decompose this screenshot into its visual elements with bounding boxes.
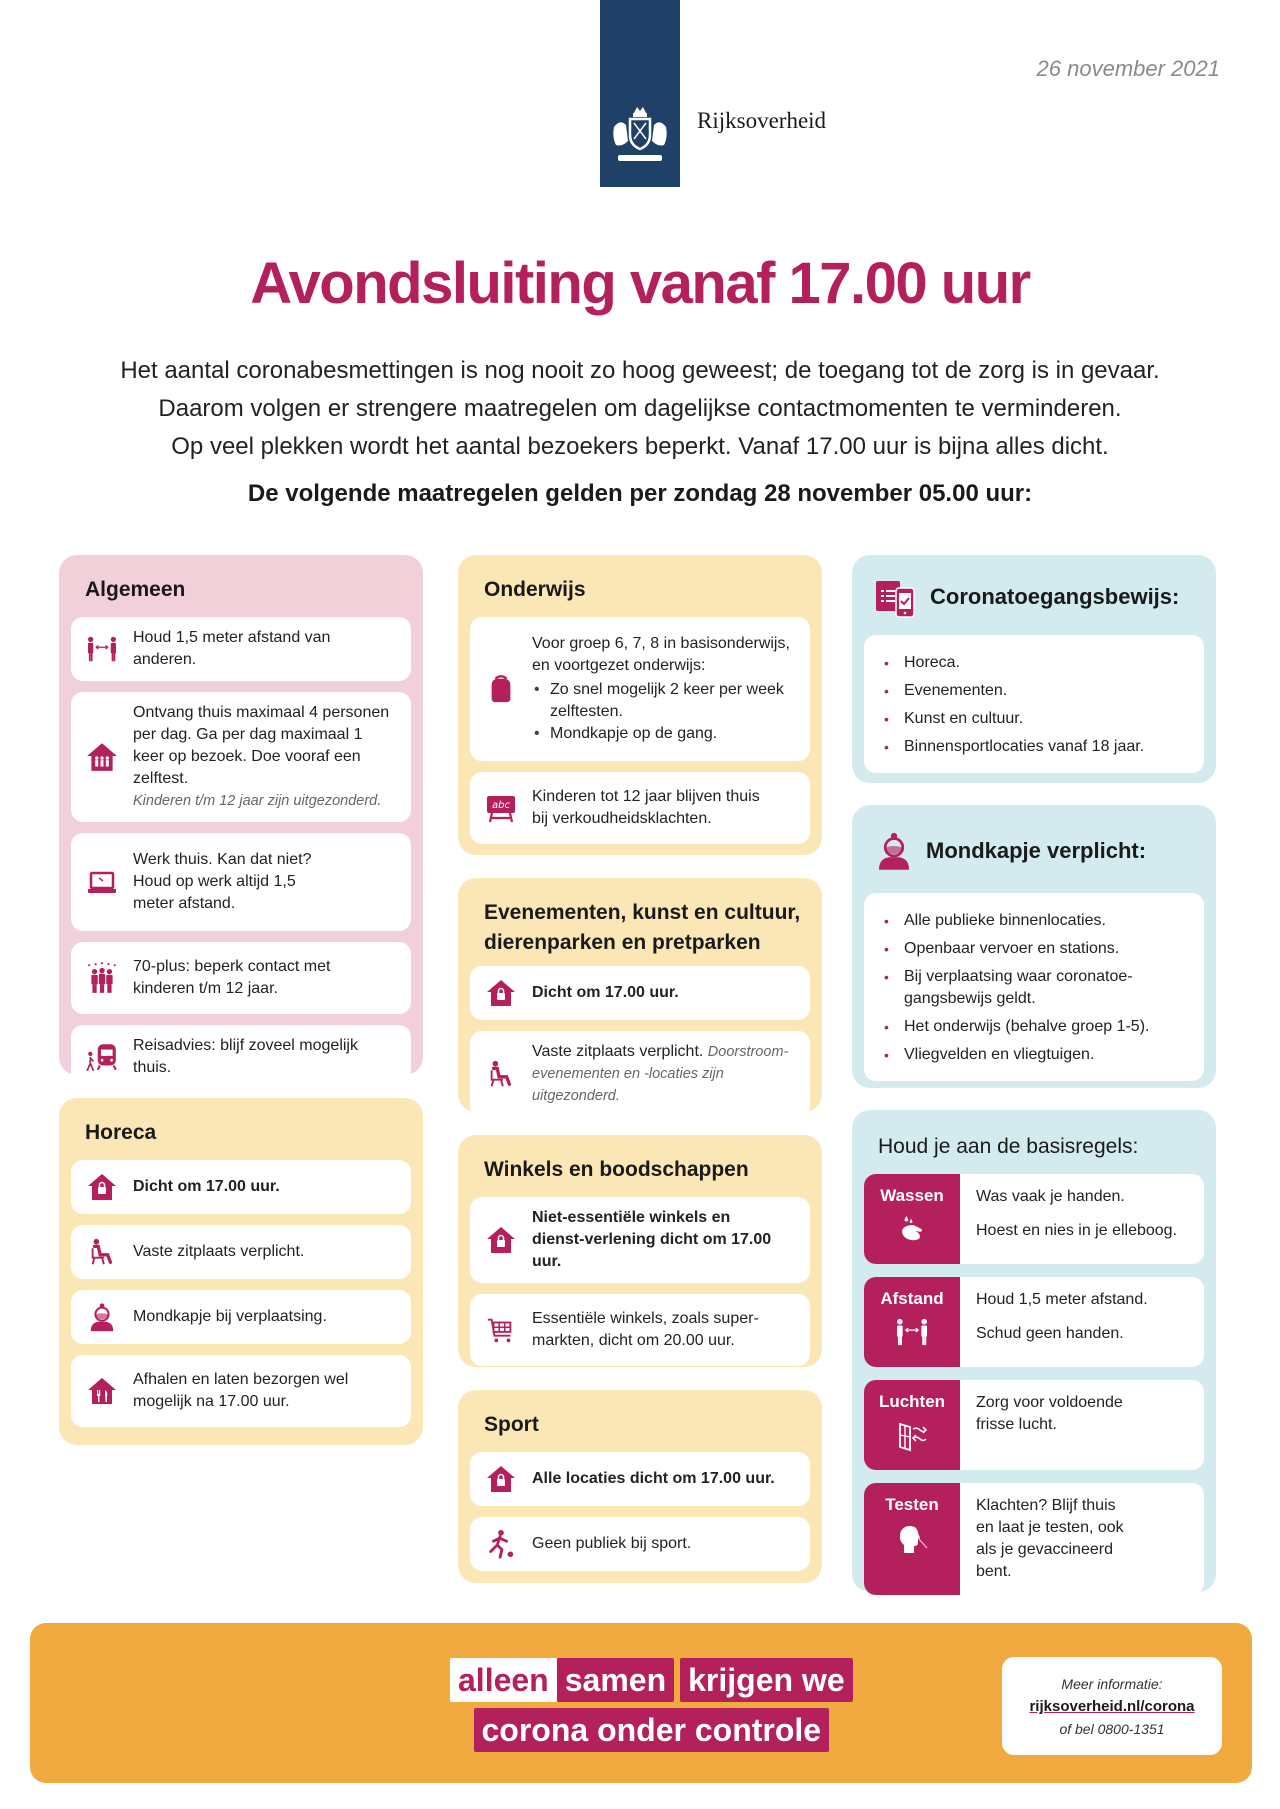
campaign-slogan: [450, 1658, 853, 1758]
panel-title: Houd je aan de basisregels:: [878, 1135, 1139, 1158]
list-item: • Alle publieke binnenlocaties.: [882, 907, 1188, 935]
bullet-item: • Mondkapje op de gang.: [532, 723, 796, 745]
measures-subheading: De volgende maatregelen gelden per zondag 28 november 05.00 uur:: [247, 480, 1033, 507]
measure-text: Afhalen en laten bezorgen wel mogelijk na 17.00 uur.: [133, 1371, 349, 1410]
rule-label: Luchten: [878, 1392, 946, 1411]
measure-text: 70-plus: beperk contact met kinderen t/m 12 jaar.: [133, 958, 331, 997]
publication-date: 26 november 2021: [1036, 56, 1220, 81]
seat-icon: [83, 1237, 121, 1267]
rule-wassen: [864, 1174, 1204, 1264]
house-lock-icon: [482, 1463, 520, 1495]
panel-title: Coronatoegangsbewijs:: [930, 584, 1180, 609]
panel-title: Mondkapje verplicht:: [926, 838, 1147, 863]
mondkapje-list: [864, 893, 1204, 1081]
measure-card: [71, 1290, 411, 1344]
measure-card: [71, 1025, 411, 1089]
list-item: • Binnensportlocaties vanaf 18 jaar.: [882, 733, 1188, 761]
panel-title: Horeca: [85, 1121, 157, 1144]
measure-text: Vaste zitplaats verplicht.: [532, 1043, 704, 1060]
panel-onderwijs: [458, 555, 822, 855]
mask-person-icon: [83, 1301, 121, 1333]
list-item: • Vliegvelden en vliegtuigen.: [882, 1041, 1188, 1069]
panel-winkels: [458, 1135, 822, 1367]
measure-card: [470, 966, 810, 1020]
mask-person-icon: [874, 828, 914, 874]
handwash-icon: [897, 1214, 927, 1244]
measure-text: Ontvang thuis maximaal 4 personen per dag. Ga per dag maximaal 1 keer op bezoek. Doe vooraf een zelftest.: [133, 704, 390, 787]
page-title: Avondsluiting vanaf 17.00 uur: [250, 251, 1030, 316]
panel-horeca: [59, 1098, 423, 1445]
measure-card: [71, 617, 411, 681]
measure-text: Dicht om 17.00 uur.: [133, 1178, 280, 1195]
swab-test-icon: [896, 1523, 928, 1555]
measure-note: Kinderen t/m 12 jaar zijn uitgezonderd.: [133, 793, 382, 809]
measure-card: [470, 1517, 810, 1571]
intro-line: Het aantal coronabesmettingen is nog nooit zo hoog geweest; de toegang tot de zorg is in gevaar.: [120, 357, 1160, 384]
measure-card: [470, 1294, 810, 1366]
measure-text: Mondkapje bij verplaatsing.: [133, 1308, 327, 1325]
distance-icon: [892, 1317, 932, 1347]
rule-label: Afstand: [880, 1289, 944, 1308]
slogan-word: samen: [557, 1658, 674, 1702]
more-info-box: [1002, 1657, 1222, 1755]
ctb-list: [864, 635, 1204, 773]
rule-text: Houd 1,5 meter afstand.: [976, 1291, 1148, 1308]
measure-card: [71, 1160, 411, 1214]
panel-evenementen: [458, 878, 822, 1112]
rule-text: Hoest en nies in je elleboog.: [976, 1222, 1178, 1239]
measure-text: Kinderen tot 12 jaar blijven thuis bij verkoudheidsklachten.: [532, 788, 760, 827]
slogan-word: corona onder controle: [474, 1708, 830, 1752]
measure-text: Voor groep 6, 7, 8 in basisonderwijs, en voortgezet onderwijs:: [532, 635, 790, 674]
distance-icon: [83, 635, 121, 663]
measure-text: Dicht om 17.00 uur.: [532, 984, 679, 1001]
rule-label: Testen: [885, 1495, 939, 1514]
house-lock-icon: [482, 1224, 520, 1256]
rule-text: Was vaak je handen.: [976, 1188, 1125, 1205]
rule-text: Zorg voor voldoende frisse lucht.: [976, 1394, 1123, 1433]
list-item: • Kunst en cultuur.: [882, 705, 1188, 733]
measure-bullets: [532, 679, 796, 745]
window-air-icon: [896, 1420, 928, 1452]
football-icon: [482, 1529, 520, 1559]
house-people-icon: [83, 740, 121, 774]
info-link[interactable]: rijksoverheid.nl/corona: [1029, 1698, 1195, 1715]
measure-card: [71, 1355, 411, 1427]
train-icon: [83, 1040, 121, 1074]
panel-title: Onderwijs: [484, 578, 586, 601]
measure-card: [470, 1452, 810, 1506]
measure-text: Niet-essentiële winkels en dienst-verlening dicht om 17.00 uur.: [532, 1209, 772, 1270]
measure-card: [470, 1197, 810, 1283]
measure-card: [470, 1031, 810, 1117]
info-label: Meer informatie:: [1061, 1676, 1163, 1692]
measure-text: Reisadvies: blijf zoveel mogelijk thuis.: [133, 1037, 358, 1076]
measure-text: Essentiële winkels, zoals super-markten, dicht om 20.00 uur.: [532, 1310, 759, 1349]
backpack-icon: [482, 673, 520, 705]
ctb-qr-phone-icon: [874, 575, 918, 619]
rule-label: Wassen: [880, 1186, 944, 1205]
info-phone: of bel 0800-1351: [1059, 1721, 1165, 1737]
panel-algemeen: [59, 555, 423, 1075]
rule-afstand: [864, 1277, 1204, 1367]
coat-of-arms-icon: [608, 105, 672, 167]
chalkboard-icon: [482, 792, 520, 824]
measure-card: [470, 772, 810, 844]
seat-icon: [482, 1059, 520, 1089]
measure-text: Werk thuis. Kan dat niet? Houd op werk altijd 1,5 meter afstand.: [133, 851, 312, 912]
panel-title: Sport: [484, 1413, 539, 1436]
rule-luchten: [864, 1380, 1204, 1470]
panel-title: Winkels en boodschappen: [484, 1158, 749, 1181]
intro-line: Daarom volgen er strengere maatregelen om dagelijkse contactmomenten te verminderen.: [158, 395, 1122, 422]
bullet-item: • Zo snel mogelijk 2 keer per week zelftesten.: [532, 679, 796, 723]
panel-coronatoegangsbewijs: [852, 555, 1216, 783]
laptop-icon: [83, 866, 121, 898]
measure-text: Geen publiek bij sport.: [532, 1535, 692, 1552]
panel-basisregels: [852, 1110, 1216, 1592]
measure-card: [71, 692, 411, 822]
measure-card: [71, 942, 411, 1014]
panel-mondkapje: [852, 805, 1216, 1088]
intro-line: Op veel plekken wordt het aantal bezoekers beperkt. Vanaf 17.00 uur is bijna alles dicht.: [171, 433, 1109, 460]
list-item: • Evenementen.: [882, 677, 1188, 705]
panel-title: Algemeen: [85, 578, 186, 601]
list-item: • Horeca.: [882, 649, 1188, 677]
panel-sport: [458, 1390, 822, 1583]
rule-text: Schud geen handen.: [976, 1325, 1124, 1342]
slogan-word: alleen: [450, 1658, 557, 1702]
panel-title: Evenementen, kunst en cultuur, dierenparken en pretparken: [484, 901, 801, 954]
measure-card: [71, 833, 411, 931]
measure-card: [470, 617, 810, 761]
measure-text: Alle locaties dicht om 17.00 uur.: [532, 1470, 775, 1487]
list-item: • Openbaar vervoer en stations.: [882, 935, 1188, 963]
list-item: • Bij verplaatsing waar coronatoe-gangsbewijs geldt.: [882, 963, 1188, 1013]
list-item: • Het onderwijs (behalve groep 1-5).: [882, 1013, 1188, 1041]
rule-testen: [864, 1483, 1204, 1595]
group-icon: [83, 961, 121, 995]
house-cutlery-icon: [83, 1375, 121, 1407]
slogan-word: krijgen we: [680, 1658, 853, 1702]
house-lock-icon: [482, 977, 520, 1009]
measure-card: [71, 1225, 411, 1279]
measure-note: Doorstroom-evenementen en -locaties zijn uitgezonderd.: [532, 1044, 789, 1104]
cart-icon: [482, 1315, 520, 1345]
intro-text: [0, 352, 1280, 466]
brand-name: Rijksoverheid: [697, 108, 827, 133]
measure-text: Vaste zitplaats verplicht.: [133, 1243, 305, 1260]
measure-text: Houd 1,5 meter afstand van anderen.: [133, 629, 331, 668]
rule-text: Klachten? Blijf thuis en laat je testen, ook als je gevaccineerd bent.: [976, 1497, 1124, 1580]
house-lock-icon: [83, 1171, 121, 1203]
